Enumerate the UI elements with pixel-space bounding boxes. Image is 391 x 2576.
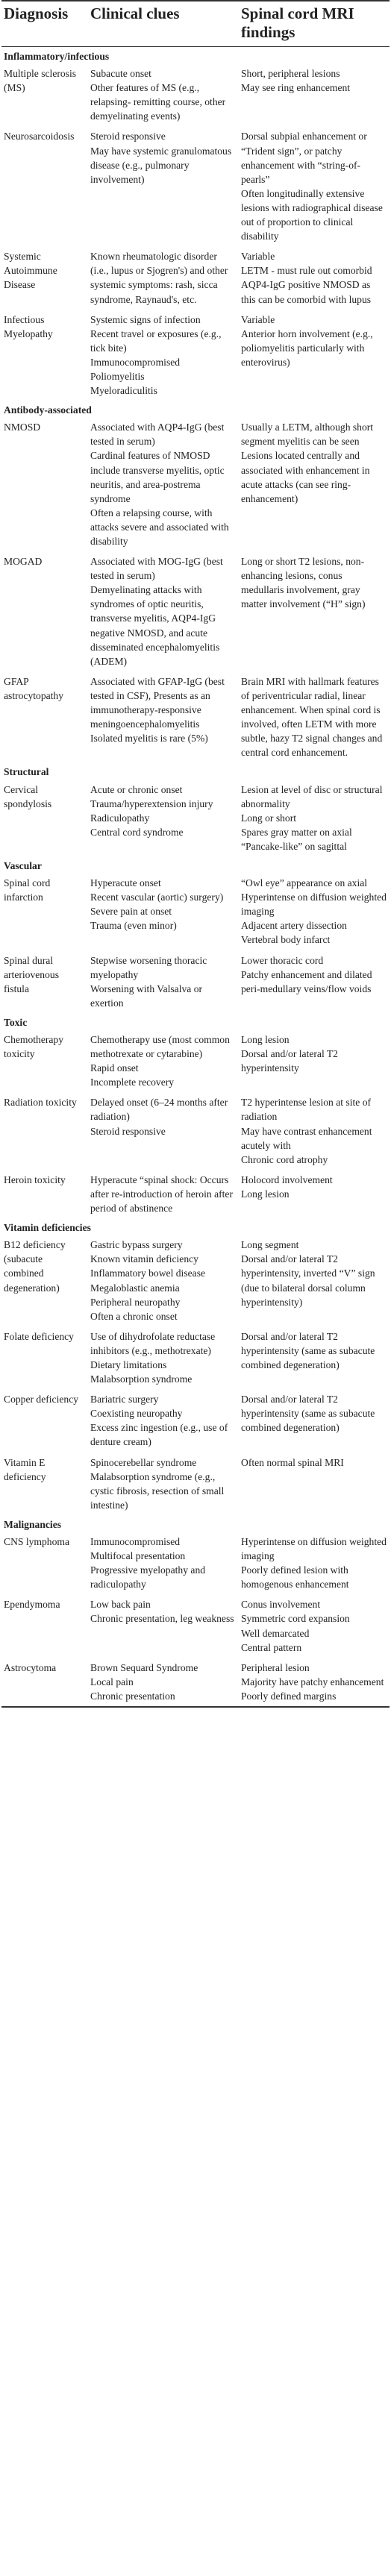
clinical-clue: Progressive myelopathy and radiculopathy bbox=[90, 1564, 206, 1591]
mri-finding: Long or short T2 lesions, non-enhancing lesions, conus medullaris involvement, gray matter involvement (“H” sign) bbox=[241, 556, 366, 610]
mri-finding: Central pattern bbox=[241, 1641, 302, 1653]
section-title: Structural bbox=[4, 766, 49, 778]
clinical-clues-cell bbox=[88, 1030, 239, 1092]
clinical-clue: Chronic presentation bbox=[90, 1690, 175, 1702]
clinical-clue: Use of dihydrofolate reductase inhibitors (e.g., methotrexate) bbox=[90, 1330, 216, 1356]
mri-findings-cell bbox=[239, 246, 390, 309]
clinical-clue: Hyperacute “spinal shock: Occurs after re-introduction of heroin after period of abstinence bbox=[90, 1173, 233, 1215]
diagnosis-cell: Neurosarcoidosis bbox=[4, 131, 75, 142]
mri-findings-cell bbox=[239, 1235, 390, 1326]
table-row bbox=[1, 126, 390, 246]
clinical-clue: Known rheumatologic disorder (i.e., lupus or Sjogren's) and other systemic symptoms: rash, sicca syndrome, Raynaud's, etc. bbox=[90, 251, 228, 305]
table-row bbox=[1, 1170, 390, 1218]
clinical-clue: Subacute onset bbox=[90, 68, 151, 80]
mri-finding: Peripheral lesion bbox=[241, 1661, 310, 1673]
mri-finding: Lower thoracic cord bbox=[241, 954, 324, 966]
diagnosis-cell: NMOSD bbox=[4, 422, 41, 433]
clinical-clues-cell bbox=[88, 1452, 239, 1515]
mri-finding: Adjacent artery dissection bbox=[241, 920, 347, 932]
table-row bbox=[1, 551, 390, 671]
clinical-clue: Spinocerebellar syndrome bbox=[90, 1456, 197, 1468]
clinical-clue: Systemic signs of infection bbox=[90, 313, 201, 325]
clinical-clue: Severe pain at onset bbox=[90, 906, 172, 918]
clinical-clues-cell bbox=[88, 246, 239, 309]
mri-finding: Majority have patchy enhancement bbox=[241, 1676, 384, 1687]
diagnosis-cell: Radiation toxicity bbox=[4, 1097, 77, 1109]
diagnosis-cell: Chemotherapy toxicity bbox=[4, 1034, 64, 1060]
diagnosis-cell: Astrocytoma bbox=[1, 1658, 88, 1707]
clinical-clue: Other features of MS (e.g., relapsing- remitting course, other demyelinating events) bbox=[90, 82, 226, 122]
clinical-clue: Associated with MOG-IgG (best tested in serum) bbox=[90, 556, 223, 582]
clinical-clue: Low back pain bbox=[90, 1599, 151, 1611]
header-clinical-clues: Clinical clues bbox=[88, 1, 239, 47]
table-row bbox=[1, 1235, 390, 1326]
clinical-clue: Excess zinc ingestion (e.g., use of denture cream) bbox=[90, 1422, 228, 1448]
clinical-clue: Delayed onset (6–24 months after radiation) bbox=[90, 1097, 228, 1123]
clinical-clue: Local pain bbox=[90, 1676, 134, 1687]
mri-findings-cell bbox=[239, 63, 390, 126]
mri-finding: Hyperintense on diffusion weighted imaging bbox=[241, 1536, 387, 1562]
section-row bbox=[1, 47, 390, 64]
header-mri-findings: Spinal cord MRI findings bbox=[239, 1, 390, 47]
table-header bbox=[1, 1, 390, 47]
mri-findings-cell bbox=[239, 1170, 390, 1218]
section-title: Vascular bbox=[4, 859, 42, 871]
mri-finding: Short, peripheral lesions bbox=[241, 68, 340, 80]
mri-finding: Dorsal and/or lateral T2 hyperintensity, inverted “V” sign (due to bilateral dorsal column hyperintensity) bbox=[241, 1253, 375, 1308]
mri-findings-cell bbox=[239, 780, 390, 856]
section-row bbox=[1, 762, 390, 779]
clinical-clues-cell bbox=[88, 310, 239, 401]
clinical-clue: Coexisting neuropathy bbox=[90, 1408, 183, 1420]
clinical-clue: Rapid onset bbox=[90, 1062, 139, 1074]
mri-finding: Usually a LETM, although short segment myelitis can be seen bbox=[241, 422, 374, 448]
clinical-clues-cell bbox=[88, 1658, 239, 1707]
clinical-clue: Isolated myelitis is rare (5%) bbox=[90, 733, 208, 745]
clinical-clue: Myeloradiculitis bbox=[90, 385, 157, 397]
clinical-clues-cell bbox=[88, 1532, 239, 1594]
clinical-clue: Bariatric surgery bbox=[90, 1394, 159, 1405]
table-row bbox=[1, 1092, 390, 1169]
table-row bbox=[1, 1658, 390, 1707]
clinical-clue: Trauma (even minor) bbox=[90, 920, 177, 932]
clinical-clue: Incomplete recovery bbox=[90, 1077, 175, 1088]
clinical-clues-cell bbox=[88, 873, 239, 950]
diagnosis-cell: Infectious Myelopathy bbox=[4, 313, 53, 339]
table-row bbox=[1, 1030, 390, 1092]
clinical-clue: Often a chronic onset bbox=[90, 1310, 178, 1322]
section-title: Antibody-associated bbox=[4, 404, 92, 416]
clinical-clues-cell bbox=[88, 1326, 239, 1389]
diagnosis-cell: GFAP astrocytopathy bbox=[4, 675, 64, 701]
mri-findings-cell bbox=[239, 873, 390, 950]
clinical-clue: Megaloblastic anemia bbox=[90, 1282, 180, 1294]
clinical-clue: Associated with AQP4-IgG (best tested in serum) bbox=[90, 422, 225, 448]
mri-finding: Long segment bbox=[241, 1239, 299, 1251]
clinical-clue: Malabsorption syndrome (e.g., cystic fibrosis, resection of small intestine) bbox=[90, 1470, 225, 1511]
mri-finding: Dorsal and/or lateral T2 hyperintensity (same as subacute combined degeneration) bbox=[241, 1394, 375, 1434]
clinical-clue: Worsening with Valsalva or exertion bbox=[90, 983, 203, 1009]
table-row bbox=[1, 246, 390, 309]
clinical-clue: Brown Sequard Syndrome bbox=[90, 1661, 198, 1673]
clinical-clue: Radiculopathy bbox=[90, 812, 150, 824]
diagnosis-cell: Heroin toxicity bbox=[4, 1173, 66, 1185]
clinical-clue: Dietary limitations bbox=[90, 1358, 167, 1370]
mri-finding: Long or short bbox=[241, 812, 297, 824]
mri-findings-cell bbox=[239, 310, 390, 401]
mri-findings-cell bbox=[239, 671, 390, 763]
mri-finding: Dorsal and/or lateral T2 hyperintensity bbox=[241, 1048, 338, 1074]
clinical-clue: Associated with GFAP-IgG (best tested in CSF), Presents as an immunotherapy-responsive meningoencephalomyelitis bbox=[90, 675, 225, 730]
clinical-clue: Trauma/hyperextension injury bbox=[90, 797, 213, 809]
mri-findings-cell bbox=[239, 1389, 390, 1452]
table-row bbox=[1, 1594, 390, 1657]
section-row bbox=[1, 1013, 390, 1030]
table-row bbox=[1, 1389, 390, 1452]
diagnosis-cell: Cervical spondylosis bbox=[4, 783, 52, 809]
mri-findings-cell bbox=[239, 950, 390, 1013]
clinical-clue: Recent vascular (aortic) surgery) bbox=[90, 891, 224, 903]
mri-finding: Well demarcated bbox=[241, 1627, 310, 1639]
clinical-clue: Hyperacute onset bbox=[90, 877, 161, 889]
mri-finding: Long lesion bbox=[241, 1034, 290, 1045]
clinical-clue: Acute or chronic onset bbox=[90, 783, 183, 795]
mri-findings-cell bbox=[239, 126, 390, 246]
mri-finding: Holocord involvement bbox=[241, 1173, 333, 1185]
mri-finding: Vertebral body infarct bbox=[241, 934, 331, 946]
mri-finding: T2 hyperintense lesion at site of radiation bbox=[241, 1097, 372, 1123]
table-row bbox=[1, 873, 390, 950]
clinical-clues-cell bbox=[88, 671, 239, 763]
mri-finding: Dorsal subpial enhancement or “Trident sign”, or patchy enhancement with “string-of-pearls” bbox=[241, 131, 367, 185]
section-title: Toxic bbox=[4, 1016, 28, 1028]
section-row bbox=[1, 401, 390, 417]
mri-finding: Patchy enhancement and dilated peri-medullary veins/flow voids bbox=[241, 968, 372, 994]
mri-finding: Chronic cord atrophy bbox=[241, 1153, 328, 1165]
mri-finding: Brain MRI with hallmark features of periventricular radial, linear enhancement. When spinal cord is involved, often LETM with more subtle, hazy T2 signal changes and central cord enhancement. bbox=[241, 675, 383, 759]
clinical-clue: Inflammatory bowel disease bbox=[90, 1267, 206, 1279]
mri-finding: Variable bbox=[241, 251, 275, 263]
section-row bbox=[1, 1515, 390, 1532]
mri-finding: LETM - must rule out comorbid AQP4-IgG positive NMOSD as this can be comorbid with lupus bbox=[241, 265, 372, 305]
diagnosis-cell: MOGAD bbox=[4, 556, 43, 568]
mri-finding: Spares gray matter on axial bbox=[241, 826, 352, 838]
diagnosis-cell: Copper deficiency bbox=[4, 1394, 79, 1405]
table-row bbox=[1, 310, 390, 401]
clinical-clues-cell bbox=[88, 1235, 239, 1326]
mri-finding: May have contrast enhancement acutely with bbox=[241, 1125, 372, 1151]
mri-finding: Dorsal and/or lateral T2 hyperintensity (same as subacute combined degeneration) bbox=[241, 1330, 375, 1370]
mri-findings-cell bbox=[239, 1030, 390, 1092]
table-row bbox=[1, 671, 390, 763]
clinical-clue: Steroid responsive bbox=[90, 1125, 166, 1137]
mri-findings-cell bbox=[239, 1326, 390, 1389]
table-row bbox=[1, 1326, 390, 1389]
clinical-clues-cell bbox=[88, 780, 239, 856]
section-row bbox=[1, 856, 390, 873]
clinical-clues-cell bbox=[88, 1594, 239, 1657]
clinical-clue: Often a relapsing course, with attacks severe and associated with disability bbox=[90, 507, 229, 547]
section-title: Malignancies bbox=[4, 1518, 62, 1530]
clinical-clue: Chemotherapy use (most common methotrexate or cytarabine) bbox=[90, 1034, 230, 1060]
clinical-clues-cell bbox=[88, 417, 239, 551]
mri-finding: Conus involvement bbox=[241, 1599, 321, 1611]
clinical-clues-cell bbox=[88, 126, 239, 246]
section-row bbox=[1, 1218, 390, 1235]
clinical-clues-cell bbox=[88, 1092, 239, 1169]
clinical-clue: Gastric bypass surgery bbox=[90, 1239, 183, 1251]
clinical-clue: Multifocal presentation bbox=[90, 1550, 186, 1562]
mri-finding: Anterior horn involvement (e.g., poliomyelitis particularly with enterovirus) bbox=[241, 328, 373, 368]
mri-finding: “Pancake-like” on sagittal bbox=[241, 840, 347, 852]
mri-finding: “Owl eye” appearance on axial bbox=[241, 877, 368, 889]
clinical-clues-cell bbox=[88, 950, 239, 1013]
table-row bbox=[1, 950, 390, 1013]
table-row bbox=[1, 63, 390, 126]
mri-findings-cell bbox=[239, 1594, 390, 1657]
mri-finding: Poorly defined lesion with homogenous enhancement bbox=[241, 1564, 349, 1591]
diagnosis-cell: CNS lymphoma bbox=[4, 1536, 69, 1547]
mri-findings-cell bbox=[239, 1658, 390, 1707]
clinical-clue: Steroid responsive bbox=[90, 131, 166, 142]
mri-findings-cell bbox=[239, 1532, 390, 1594]
table-body bbox=[1, 47, 390, 1708]
clinical-clue: Stepwise worsening thoracic myelopathy bbox=[90, 954, 207, 980]
clinical-clues-cell bbox=[88, 1389, 239, 1452]
mri-finding: Symmetric cord expansion bbox=[241, 1613, 350, 1625]
clinical-clue: May have systemic granulomatous disease (e.g., pulmonary involvement) bbox=[90, 145, 232, 185]
table-row bbox=[1, 1532, 390, 1594]
diagnosis-cell: Spinal cord infarction bbox=[4, 877, 51, 903]
mri-finding: Often longitudinally extensive lesions with radiographical disease out of proportion to clinical disability bbox=[241, 187, 383, 242]
section-title: Vitamin deficiencies bbox=[4, 1222, 91, 1234]
mri-finding: Poorly defined margins bbox=[241, 1690, 337, 1702]
mri-findings-cell bbox=[239, 1092, 390, 1169]
mri-finding: Hyperintense on diffusion weighted imaging bbox=[241, 891, 387, 918]
clinical-clue: Immunocompromised bbox=[90, 1536, 181, 1547]
section-title: Inflammatory/infectious bbox=[4, 51, 110, 62]
table-row bbox=[1, 1452, 390, 1515]
header-diagnosis: Diagnosis bbox=[1, 1, 88, 47]
diagnosis-cell: Spinal dural arteriovenous fistula bbox=[4, 954, 59, 994]
mri-findings-cell bbox=[239, 1452, 390, 1515]
clinical-clues-cell bbox=[88, 1170, 239, 1218]
mri-finding: Lesions located centrally and associated with enhancement in acute attacks (can see ring-enhancement) bbox=[241, 450, 370, 504]
clinical-clue: Cardinal features of NMOSD include transverse myelitis, optic neuritis, and area-postrema syndrome bbox=[90, 450, 225, 504]
diagnosis-cell: Vitamin E deficiency bbox=[4, 1456, 46, 1482]
diagnosis-cell: Multiple sclerosis (MS) bbox=[4, 68, 77, 94]
diagnosis-cell: B12 deficiency (subacute combined degeneration) bbox=[4, 1239, 66, 1294]
mri-finding: May see ring enhancement bbox=[241, 82, 351, 94]
mri-finding: Long lesion bbox=[241, 1188, 290, 1200]
mri-findings-cell bbox=[239, 417, 390, 551]
clinical-clues-cell bbox=[88, 551, 239, 671]
mri-findings-cell bbox=[239, 551, 390, 671]
clinical-clues-cell bbox=[88, 63, 239, 126]
table-row bbox=[1, 780, 390, 856]
clinical-clue: Immunocompromised bbox=[90, 356, 181, 368]
clinical-clue: Peripheral neuropathy bbox=[90, 1296, 181, 1308]
clinical-clue: Chronic presentation, leg weakness bbox=[90, 1613, 234, 1625]
differential-diagnosis-table bbox=[1, 0, 390, 1708]
mri-finding: Variable bbox=[241, 313, 275, 325]
clinical-clue: Known vitamin deficiency bbox=[90, 1253, 198, 1265]
mri-finding: Often normal spinal MRI bbox=[241, 1456, 344, 1468]
clinical-clue: Central cord syndrome bbox=[90, 826, 184, 838]
clinical-clue: Recent travel or exposures (e.g., tick bite) bbox=[90, 328, 222, 354]
clinical-clue: Demyelinating attacks with syndromes of optic neuritis, transverse myelitis, AQP4-IgG negative NMOSD, and acute disseminated encephalomyelitis (ADEM) bbox=[90, 584, 220, 667]
diagnosis-cell: Folate deficiency bbox=[4, 1330, 74, 1342]
diagnosis-cell: Ependymoma bbox=[4, 1599, 60, 1611]
diagnosis-cell: Systemic Autoimmune Disease bbox=[4, 251, 57, 291]
table-row bbox=[1, 417, 390, 551]
clinical-clue: Malabsorption syndrome bbox=[90, 1373, 193, 1385]
clinical-clue: Poliomyelitis bbox=[90, 370, 145, 382]
mri-finding: Lesion at level of disc or structural abnormality bbox=[241, 783, 383, 809]
